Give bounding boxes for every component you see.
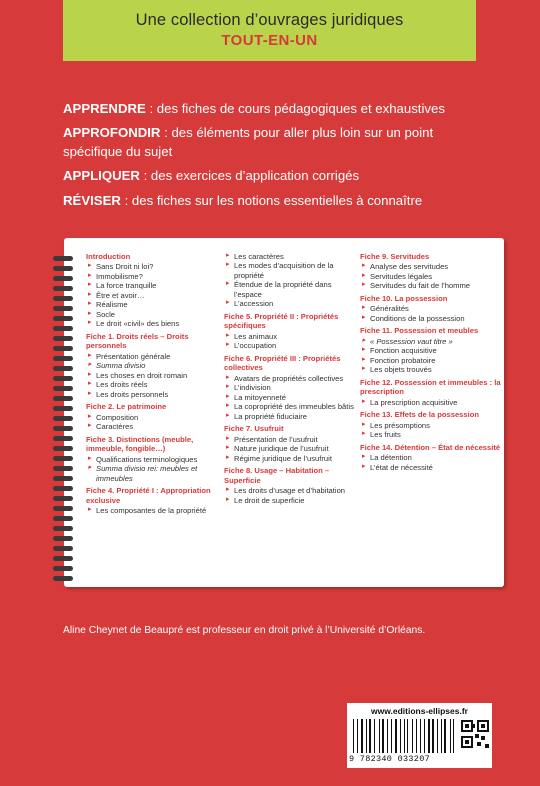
toc-section (224, 466, 360, 505)
spiral-ring (53, 396, 73, 401)
spiral-ring (53, 286, 73, 291)
toc-section (360, 410, 506, 439)
toc-section-title: Fiche 8. Usage – Habitation – Superficie (224, 466, 330, 485)
toc-item: ▸ La copropriété des immeubles bâtis (224, 402, 360, 411)
spiral-ring (53, 276, 73, 281)
toc-item: ▸ Servitudes du fait de l’homme (360, 281, 506, 290)
toc-section-title: Fiche 14. Détention – État de nécessité (360, 442, 501, 452)
spiral-ring (53, 466, 73, 471)
barcode-bar (437, 719, 438, 753)
barcode-bar (428, 719, 430, 753)
toc-item: ▸ Caractères (86, 422, 224, 431)
toc-item: ▸ Les objets trouvés (360, 365, 506, 374)
spiral-ring (53, 546, 73, 551)
barcode-bar (391, 719, 392, 753)
toc-item: ▸ Summa divisio rei: meubles et immeubles (86, 464, 224, 483)
toc-item: ▸ Analyse des servitudes (360, 262, 506, 271)
barcode-bar (442, 719, 443, 753)
spiral-ring (53, 406, 73, 411)
toc-section-title: Fiche 3. Distinctions (meuble, immeuble, fongible…) (86, 434, 194, 454)
feature-keyword: APPLIQUER (63, 168, 140, 184)
toc-item: ▸ Présentation générale (86, 352, 224, 361)
barcode-bar (431, 719, 432, 753)
feature-text: : des fiches sur les notions essentielles à connaître (120, 192, 423, 208)
toc-item: ▸ Régime juridique de l’usufruit (224, 454, 360, 463)
toc-item: ▸ La mitoyenneté (224, 393, 360, 402)
toc-item: ▸ Le droit «civil» des biens (86, 319, 224, 328)
qr-code-icon (461, 720, 489, 748)
toc-item: ▸ L’état de nécessité (360, 463, 506, 472)
barcode-panel (347, 703, 492, 768)
barcode-bar (387, 719, 388, 753)
spiral-ring (53, 386, 73, 391)
spiral-ring (53, 416, 73, 421)
feature-keyword: APPRENDRE (63, 101, 146, 116)
toc-item: ▸ « Possession vaut titre » (360, 337, 506, 346)
toc-item: ▸ Les droits personnels (86, 390, 224, 399)
toc-section (224, 424, 360, 463)
toc-item: ▸ Les caractères (224, 252, 360, 261)
toc-item: ▸ Qualifications terminologiques (86, 455, 224, 464)
toc-section-title: Fiche 12. Possession et immeubles : la prescription (360, 377, 501, 397)
toc-item: ▸ Les composantes de la propriété (86, 506, 224, 515)
toc-section-title: Fiche 11. Possession et meubles (360, 326, 479, 336)
toc-item: ▸ Généralités (360, 304, 506, 313)
barcode-bar (453, 719, 454, 753)
toc-section (360, 443, 506, 472)
toc-item: ▸ Les présomptions (360, 421, 506, 430)
barcode-bar (369, 719, 370, 753)
barcode-bar (432, 719, 433, 753)
toc-item: ▸ Les fruits (360, 430, 506, 439)
toc-item: ▸ Les choses en droit romain (86, 371, 224, 380)
toc-section (86, 402, 224, 431)
barcode-bar (381, 719, 382, 753)
barcode-bar (409, 719, 411, 753)
toc-item: ▸ La prescription acquisitive (360, 398, 506, 407)
barcode-bar (376, 719, 378, 753)
feature-text: : des exercices d’application corrigés (139, 168, 360, 184)
toc-item: ▸ Les droits réels (86, 380, 224, 389)
feature-text: : des éléments pour aller plus loin sur un point spécifique du sujet (63, 125, 434, 159)
feature-appliquer (63, 167, 493, 185)
barcode-bar (435, 719, 436, 753)
spiral-ring (53, 456, 73, 461)
barcode (353, 719, 457, 753)
publisher-url: www.editions-ellipses.fr (371, 706, 468, 716)
barcode-bar (414, 719, 415, 753)
barcode-bar (385, 719, 386, 753)
toc-item: ▸ Avatars de propriétés collectives (224, 374, 360, 383)
spiral-ring (53, 306, 73, 311)
spiral-ring (53, 266, 73, 271)
feature-reviser (63, 192, 493, 210)
spiral-ring (53, 316, 73, 321)
barcode-bar (441, 719, 442, 753)
barcode-bar (438, 719, 439, 753)
feature-keyword: RÉVISER (63, 192, 121, 208)
spiral-ring (53, 256, 73, 261)
barcode-bar (366, 719, 367, 753)
spiral-ring (53, 426, 73, 431)
toc-section-title: Introduction (86, 252, 131, 261)
spiral-ring (53, 366, 73, 371)
toc-item: ▸ Conditions de la possession (360, 314, 506, 323)
toc-item: ▸ Les droits d’usage et d’habitation (224, 486, 360, 495)
barcode-bar (455, 719, 456, 753)
toc-section-title: Fiche 5. Propriété II : Propriétés spécifiques (224, 311, 339, 331)
spiral-ring (53, 476, 73, 481)
barcode-bar (393, 719, 394, 753)
toc-item: ▸ Réalisme (86, 300, 224, 309)
feature-approfondir (63, 124, 493, 161)
collection-banner (63, 0, 476, 61)
spiral-ring (53, 336, 73, 341)
toc-section (360, 378, 506, 407)
toc-section-title: Fiche 6. Propriété III : Propriétés collectives (224, 353, 341, 373)
toc-item: ▸ Être et avoir… (86, 291, 224, 300)
spiral-ring (53, 356, 73, 361)
barcode-bar (355, 719, 356, 753)
barcode-bar (388, 719, 389, 753)
spiral-ring (53, 576, 73, 581)
toc-column-3 (360, 252, 506, 475)
barcode-bar (451, 719, 452, 753)
barcode-bar (359, 719, 360, 753)
barcode-bar (374, 719, 375, 753)
toc-item: ▸ Fonction acquisitive (360, 346, 506, 355)
toc-item: ▸ Le droit de superficie (224, 496, 360, 505)
spiral-ring (53, 506, 73, 511)
toc-item: ▸ Les modes d’acquisition de la propriété (224, 261, 360, 280)
toc-column-2 (224, 252, 360, 508)
barcode-bar (364, 719, 365, 753)
spiral-ring (53, 376, 73, 381)
barcode-bar (401, 719, 402, 753)
toc-item: ▸ Sans Droit ni loi? (86, 262, 224, 271)
toc-item: ▸ L’occupation (224, 341, 360, 350)
toc-item: ▸ Servitudes légales (360, 272, 506, 281)
barcode-bar (395, 719, 397, 753)
toc-section (224, 252, 360, 309)
spiral-ring (53, 486, 73, 491)
toc-item: ▸ Les animaux (224, 332, 360, 341)
barcode-bar (398, 719, 399, 753)
barcode-bar (379, 719, 380, 753)
toc-section-title: Fiche 4. Propriété I : Appropriation exclusive (86, 486, 211, 505)
barcode-bar (404, 719, 405, 753)
barcode-bar (420, 719, 421, 753)
barcode-bar (407, 719, 408, 753)
spiral-ring (53, 326, 73, 331)
feature-apprendre (63, 100, 493, 118)
author-note: Aline Cheynet de Beaupré est professeur en droit privé à l’Université d’Orléans. (63, 625, 426, 636)
spiral-binding (53, 256, 75, 586)
barcode-bar (416, 719, 417, 753)
toc-item: ▸ L’accession (224, 299, 360, 308)
toc-section-title: Fiche 13. Effets de la possession (360, 410, 480, 420)
barcode-bar (368, 719, 369, 753)
toc-item: ▸ Composition (86, 413, 224, 422)
toc-section (360, 294, 506, 323)
toc-section-title: Fiche 1. Droits réels – Droits personnels (86, 331, 189, 351)
toc-item: ▸ Nature juridique de l’usufruit (224, 444, 360, 453)
spiral-ring (53, 526, 73, 531)
spiral-ring (53, 346, 73, 351)
banner-title: TOUT-EN-UN (221, 32, 318, 49)
barcode-bar (405, 719, 406, 753)
barcode-bar (426, 719, 427, 753)
toc-item: ▸ Summa divisio (86, 361, 224, 370)
toc-section-title: Fiche 10. La possession (360, 293, 448, 303)
spiral-ring (53, 496, 73, 501)
spiral-ring (53, 436, 73, 441)
toc-item: ▸ Immobilisme? (86, 272, 224, 281)
toc-section (224, 312, 360, 351)
barcode-bar (400, 719, 401, 753)
toc-item: ▸ Fonction probatoire (360, 356, 506, 365)
features-list (63, 100, 493, 216)
toc-section-title: Fiche 9. Servitudes (360, 252, 430, 261)
barcode-bar (361, 719, 363, 753)
toc-section (86, 252, 224, 329)
spiral-ring (53, 556, 73, 561)
toc-column-1 (86, 252, 224, 519)
toc-section (224, 354, 360, 421)
toc-item: ▸ La détention (360, 453, 506, 462)
barcode-bar (412, 719, 413, 753)
toc-item: ▸ La force tranquille (86, 281, 224, 290)
feature-text: : des fiches de cours pédagogiques et exhaustives (145, 101, 445, 116)
barcode-bar (372, 719, 373, 753)
toc-section (86, 435, 224, 483)
barcode-bar (418, 719, 419, 753)
feature-keyword: APPROFONDIR (63, 125, 161, 141)
toc-section (360, 252, 506, 291)
toc-section-title: Fiche 7. Usufruit (224, 424, 284, 434)
spiral-ring (53, 516, 73, 521)
barcode-bar (424, 719, 425, 753)
barcode-bar (447, 719, 449, 753)
spiral-ring (53, 296, 73, 301)
barcode-bar (382, 719, 383, 753)
spiral-ring (53, 566, 73, 571)
barcode-bar (444, 719, 445, 753)
toc-section (86, 332, 224, 399)
toc-section-title: Fiche 2. Le patrimoine (86, 402, 167, 412)
toc-item: ▸ L’indivision (224, 383, 360, 392)
spiral-ring (53, 446, 73, 451)
isbn-number: 9 782340 033207 (349, 754, 431, 764)
toc-section (360, 326, 506, 374)
barcode-bar (450, 719, 451, 753)
barcode-bar (422, 719, 423, 753)
spiral-ring (53, 536, 73, 541)
barcode-bar (353, 719, 354, 753)
toc-section (86, 486, 224, 515)
toc-item: ▸ Présentation de l’usufruit (224, 435, 360, 444)
toc-item: ▸ Socle (86, 310, 224, 319)
banner-subtitle: Une collection d’ouvrages juridiques (135, 11, 404, 29)
barcode-bar (357, 719, 358, 753)
toc-item: ▸ La propriété fiduciaire (224, 412, 360, 421)
toc-item: ▸ Étendue de la propriété dans l’espace (224, 280, 360, 299)
